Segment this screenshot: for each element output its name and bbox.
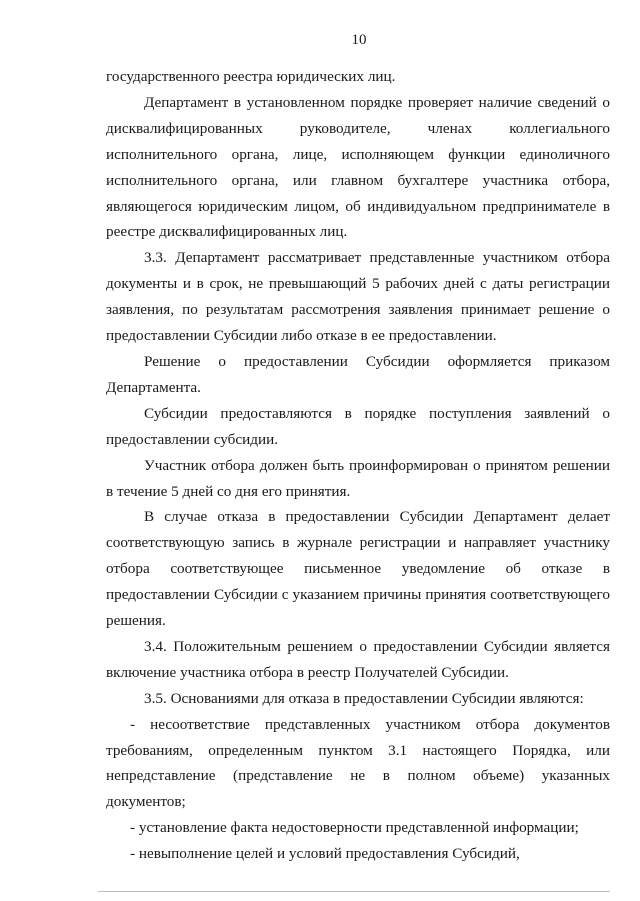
paragraph-registry-end: государственного реестра юридических лиц. xyxy=(106,68,396,85)
paragraph-inform-participant: Участник отбора должен быть проинформирован о принятом решении в течение 5 дней со дня его принятия. xyxy=(106,456,610,500)
list-item-false-info: - установление факта недостоверности представленной информации; xyxy=(130,819,579,837)
paragraph-decision-order: Решение о предоставлении Субсидии оформляется приказом Департамента. xyxy=(106,352,610,396)
paragraph-subsidy-order: Субсидии предоставляются в порядке поступления заявлений о предоставлении субсидии. xyxy=(106,404,610,448)
list-item-non-fulfillment: - невыполнение целей и условий предоставления Субсидий, xyxy=(130,845,520,863)
paragraph-3-4-positive-decision: 3.4. Положительным решением о предоставлении Субсидии является включение участника отбора в реестр Получателей Субсидии. xyxy=(106,637,610,681)
footer-rule xyxy=(98,891,610,892)
list-item-nonconformity: - несоответствие представленных участником отбора документов требованиям, определенным пунктом 3.1 настоящего Порядка, или непредставление (представление не в полном объеме) указанных документов; xyxy=(106,715,610,811)
paragraph-disqualified-check: Департамент в установленном порядке проверяет наличие сведений о дисквалифицированных руководителе, членах коллегиального исполнительного органа, лице, исполняющем функции единоличного исполнительного органа, или главном бухгалтере участника отбора, являющегося юридическим лицом, об индивидуальном предпринимателе в реестре дисквалифицированных лиц. xyxy=(106,93,610,241)
paragraph-3-3-review: 3.3. Департамент рассматривает представленные участником отбора документы и в срок, не превышающий 5 рабочих дней с даты регистрации заявления, по результатам рассмотрения заявления принимает решение о предоставлении Субсидии либо отказе в ее предоставлении. xyxy=(106,249,610,345)
paragraph-refusal-notice: В случае отказа в предоставлении Субсидии Департамент делает соответствующую запись в журнале регистрации и направляет участнику отбора соответствующее письменное уведомление об отказе в предоставлении Субсидии с указанием причины принятия соответствующего решения. xyxy=(106,508,610,630)
document-body xyxy=(106,64,610,867)
paragraph-3-5-grounds: 3.5. Основаниями для отказа в предоставлении Субсидии являются: xyxy=(144,689,584,707)
page-number: 10 xyxy=(351,32,367,48)
